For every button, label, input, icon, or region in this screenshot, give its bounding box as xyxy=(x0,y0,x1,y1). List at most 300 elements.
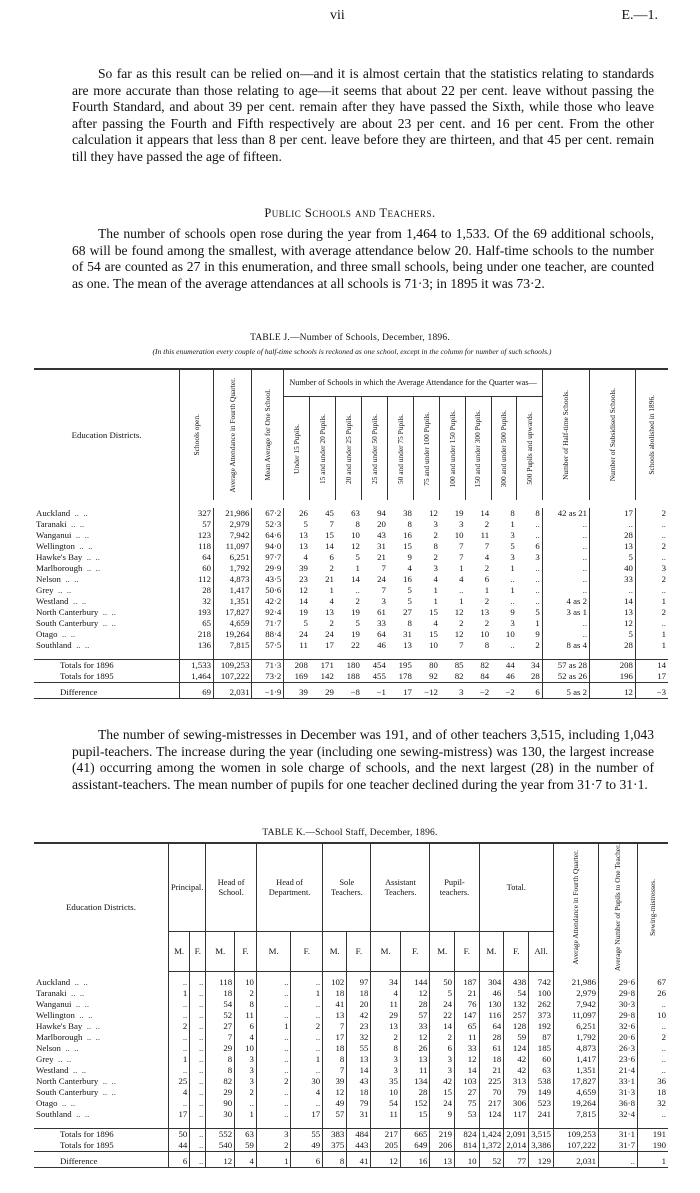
spacer-cell xyxy=(206,1120,235,1128)
table-k-cell: .. xyxy=(190,1087,206,1098)
table-j-cell: 94 xyxy=(377,508,386,518)
table-j-district-name xyxy=(34,519,180,530)
table-k-cell: 23·6 xyxy=(599,1054,638,1065)
table-j-cell: 195 xyxy=(398,659,412,670)
table-j-leader-dots: .. .. xyxy=(98,618,116,628)
spacer-cell xyxy=(169,1120,190,1128)
table-j-district-label: South Canterbury xyxy=(36,618,99,628)
table-k-cell: .. xyxy=(190,1065,206,1076)
table-j-band-label: 50 and under 75 Pupils. xyxy=(395,413,405,484)
table-k-cell: 1 xyxy=(256,1021,291,1032)
table-k-cell: 42 xyxy=(430,1076,455,1087)
table-j-cell: 112 xyxy=(180,574,214,585)
table-j-cell: 3 xyxy=(517,552,543,563)
table-k-cell: 60 xyxy=(529,1054,554,1065)
table-row xyxy=(34,585,668,596)
table-k-cell: .. xyxy=(256,977,291,988)
table-j-cell: .. xyxy=(355,585,360,595)
table-j-cell: 12 xyxy=(351,541,360,551)
table-k-cell: .. xyxy=(256,1054,291,1065)
spacer-cell xyxy=(542,651,589,659)
table-j-cell: 171 xyxy=(320,659,334,670)
table-k-cell: 149 xyxy=(529,1087,554,1098)
table-k-cell: 217 xyxy=(479,1098,504,1109)
table-k-cell: 79 xyxy=(347,1098,371,1109)
table-j-cell: 1 xyxy=(459,563,464,573)
table-k-cell: .. xyxy=(256,1010,291,1021)
table-j-cell: 21 xyxy=(325,574,334,584)
table-j-cell: 6 xyxy=(329,552,334,562)
table-j-cell: .. xyxy=(661,618,666,628)
table-k-cell: 5 xyxy=(430,988,455,999)
table-k-cell: .. xyxy=(235,1098,257,1109)
table-k-cell: 11 xyxy=(235,1010,257,1021)
table-k-district-label: Taranaki xyxy=(36,988,67,999)
table-j-cell: 39 xyxy=(299,687,308,697)
table-j-district-name xyxy=(34,541,180,552)
table-k-cell: .. xyxy=(169,1010,190,1021)
table-k-cell: 4,873 xyxy=(554,1043,599,1054)
table-k-male-header: M. xyxy=(256,932,291,971)
table-j-cell: 8 as 4 xyxy=(542,640,589,651)
table-k-cell: 14 xyxy=(430,1021,455,1032)
table-k-cell: 26·3 xyxy=(599,1043,638,1054)
table-k-cell: 147 xyxy=(454,1010,479,1021)
table-j-cell: 94·0 xyxy=(252,541,284,552)
table-k-cell: 44 xyxy=(169,1140,190,1152)
table-j-cell: 7 xyxy=(381,563,386,573)
table-k-cell: 152 xyxy=(400,1098,430,1109)
table-j-cell: 4,873 xyxy=(214,574,252,585)
table-k-cell: 383 xyxy=(323,1128,347,1140)
table-k-cell: 11 xyxy=(400,1065,430,1076)
table-j-cell: 80 xyxy=(429,659,438,670)
table-k-cell: 70 xyxy=(479,1087,504,1098)
table-j-district-name: Difference xyxy=(34,687,180,699)
table-k-district-name xyxy=(34,1021,169,1032)
table-j-cell: 26 xyxy=(299,508,308,518)
table-j-cell: 20 xyxy=(377,519,386,529)
table-k-cell: 11,097 xyxy=(554,1010,599,1021)
table-k-cell: 42 xyxy=(347,1010,371,1021)
table-j-band-header xyxy=(440,397,466,500)
table-k-cell: 11 xyxy=(454,1032,479,1043)
table-k-cell: 3 xyxy=(235,1065,257,1076)
table-j-cell: 31 xyxy=(403,629,412,639)
table-j-cell: 31 xyxy=(377,541,386,551)
table-j-cell: 71·7 xyxy=(252,618,284,629)
table-j-district-name: Totals for 1895 xyxy=(34,671,180,683)
spacer-cell xyxy=(291,1120,323,1128)
spacer-cell xyxy=(34,651,180,659)
table-k-cell: 10 xyxy=(371,1087,401,1098)
table-j-cell: 2 xyxy=(484,519,490,529)
table-k-cell: 52 xyxy=(479,1156,504,1168)
table-row xyxy=(34,629,668,640)
table-k-cell: 8 xyxy=(323,1054,347,1065)
spacer-cell xyxy=(638,1120,669,1128)
table-k-cell: 649 xyxy=(400,1140,430,1152)
table-j-band-label: 500 Pupils and upwards. xyxy=(524,412,534,485)
table-row xyxy=(34,999,668,1010)
table-j-mean-header: Mean Average for One School. xyxy=(262,389,272,481)
table-k-cell: 109,253 xyxy=(554,1128,599,1140)
table-k-cell: 22 xyxy=(430,1010,455,1021)
table-k-cell: 1,351 xyxy=(554,1065,599,1076)
table-j-cell: 2,031 xyxy=(214,687,252,699)
table-j-cell: 57 xyxy=(180,519,214,530)
table-j-cell: 15 xyxy=(429,629,438,639)
table-k-cell: 46 xyxy=(479,988,504,999)
table-j-cell: 17 xyxy=(325,640,334,650)
table-j-cell: 43·5 xyxy=(252,574,284,585)
table-k-cell: 814 xyxy=(454,1140,479,1152)
table-j-cell: 19,264 xyxy=(214,629,252,640)
table-k-cell: .. xyxy=(661,1043,666,1054)
table-k-cell: 2 xyxy=(256,1076,291,1087)
table-row xyxy=(34,1109,668,1120)
table-k-cell: 18 xyxy=(347,1087,371,1098)
spacer-cell xyxy=(235,1120,257,1128)
table-k-cell: 375 xyxy=(323,1140,347,1152)
table-j-cell: 11 xyxy=(480,530,490,540)
table-j-leader-dots: .. .. xyxy=(66,519,85,529)
table-k-cell: 25 xyxy=(169,1076,190,1087)
table-j-band-header xyxy=(414,397,440,500)
table-j-leader-dots: .. .. xyxy=(71,530,90,540)
table-k-cell: 28 xyxy=(479,1032,504,1043)
table-j-cell: .. xyxy=(542,585,589,596)
table-j-cell: 1 xyxy=(517,618,543,629)
table-j-cell: .. xyxy=(542,530,589,541)
table-k-cell: 64 xyxy=(479,1021,504,1032)
document-code: E.—1. xyxy=(621,8,658,23)
table-k-cell: .. xyxy=(256,1109,291,1120)
table-k-district-name xyxy=(34,988,169,999)
table-k-cell: 134 xyxy=(400,1076,430,1087)
table-k-cell: .. xyxy=(190,988,206,999)
table-k-leader-dots: .. .. xyxy=(70,977,88,988)
table-j-cell: 24 xyxy=(377,574,386,584)
table-k-cell: 39 xyxy=(323,1076,347,1087)
table-row xyxy=(34,552,668,563)
table-k-district-name xyxy=(34,1054,169,1065)
table-k-cell: .. xyxy=(661,999,666,1010)
table-k-male-header: M. xyxy=(371,932,401,971)
table-j-cell: 42 as 21 xyxy=(542,508,589,519)
table-row xyxy=(34,1076,668,1087)
table-j-cell: 69 xyxy=(180,687,214,699)
table-k-cell: 3 xyxy=(235,1076,257,1087)
table-k-avg-header-text: Average Attendance in Fourth Quarter. xyxy=(571,850,580,965)
table-j-district-label: Taranaki xyxy=(36,519,67,529)
table-k-cell: 15 xyxy=(400,1109,430,1120)
table-k-cell: 59 xyxy=(235,1140,257,1152)
table-k-male-header: M. xyxy=(169,932,190,971)
table-j-cell: 7 xyxy=(459,541,464,551)
table-j-cell: 39 xyxy=(299,563,308,573)
table-j-district-name xyxy=(34,585,180,596)
table-k-leader-dots: .. .. xyxy=(53,1054,72,1065)
table-j-avg-header: Average Attendance in Fourth Quarter. xyxy=(227,377,237,493)
spacer-cell xyxy=(440,651,466,659)
table-k-cell: 35 xyxy=(371,1076,401,1087)
table-k-cell: 100 xyxy=(529,988,554,999)
table-k-cell: 26 xyxy=(657,988,666,999)
table-j-band-header xyxy=(310,397,336,500)
table-k-group-header: Assistant Teachers. xyxy=(371,843,430,932)
table-j-caption: TABLE J.—Number of Schools, December, 1896. xyxy=(250,333,450,343)
table-j-cell: 12 xyxy=(454,607,464,617)
table-k-cell: 90 xyxy=(206,1098,235,1109)
page-header xyxy=(0,4,700,26)
table-j-cell: 2 xyxy=(329,563,334,573)
table-k-cell: 36·8 xyxy=(599,1098,638,1109)
table-k-cell: 12 xyxy=(400,988,430,999)
table-j-cell: 24 xyxy=(299,629,308,639)
table-j-cell: 28 xyxy=(590,530,636,541)
table-k-cell: .. xyxy=(190,1043,206,1054)
table-j-district-label: Nelson xyxy=(36,574,61,584)
table-j-cell: 2 xyxy=(484,563,490,573)
table-k-cell: 10 xyxy=(657,1010,666,1021)
table-j-cell: 5 xyxy=(303,618,308,628)
table-row xyxy=(34,596,668,607)
table-k-cell: 49 xyxy=(323,1098,347,1109)
table-k-cell: .. xyxy=(291,999,323,1010)
spacer-cell xyxy=(414,651,440,659)
table-j-cell: 2 xyxy=(355,596,360,606)
table-j-cell: 7 xyxy=(329,519,334,529)
table-k-cell: 53 xyxy=(454,1109,479,1120)
table-j-cell: .. xyxy=(661,530,666,540)
table-j-cell: 2 xyxy=(433,552,438,562)
page-number: vii xyxy=(330,8,345,23)
table-j-cell: 1,464 xyxy=(180,671,214,683)
table-k-cell: 2 xyxy=(235,988,257,999)
table-j-cell: 2 xyxy=(433,530,438,540)
table-j-band-label: 15 and under 20 Pupils. xyxy=(317,413,327,484)
table-j-cell: 8 xyxy=(510,508,515,518)
table-k-district-label: Westland xyxy=(36,1065,69,1076)
table-j-cell: 196 xyxy=(590,671,636,683)
table-k-cell: 23 xyxy=(347,1021,371,1032)
table-k-cell: 438 xyxy=(504,977,529,988)
table-j-cell: 23 xyxy=(299,574,308,584)
table-j-cell: 28 xyxy=(590,640,636,651)
table-k-cell: .. xyxy=(190,1032,206,1043)
table-k-cell: 76 xyxy=(454,999,479,1010)
table-k-cell: 6,251 xyxy=(554,1021,599,1032)
table-j-cell: 21,986 xyxy=(214,508,252,519)
table-k-cell: 13 xyxy=(347,1054,371,1065)
table-j-leader-dots: .. .. xyxy=(68,596,87,606)
table-j-cell: 4 xyxy=(433,618,438,628)
table-k-cell: 29 xyxy=(371,1010,401,1021)
spacer-cell xyxy=(454,1120,479,1128)
table-k-group-header: Total. xyxy=(479,843,553,932)
table-k-cell: 61 xyxy=(479,1043,504,1054)
table-k-district-name xyxy=(34,1087,169,1098)
table-j-cell: 32 xyxy=(180,596,214,607)
table-j-cell: 9 xyxy=(407,552,412,562)
table-k-cell: 34 xyxy=(371,977,401,988)
table-k-ratio-header xyxy=(599,843,638,971)
table-j-cell: 3 xyxy=(381,596,386,606)
table-j-cell: 5 xyxy=(407,585,412,595)
table-j-cell: 61 xyxy=(377,607,386,617)
table-k-cell: 18 xyxy=(206,988,235,999)
table-j-cell: 178 xyxy=(398,670,412,681)
table-j-cell: 1 xyxy=(661,596,666,606)
table-j-cell: .. xyxy=(590,585,636,596)
table-k-cell: 205 xyxy=(371,1140,401,1152)
table-k-district-name xyxy=(34,1065,169,1076)
table-k-cell: 32 xyxy=(657,1098,666,1109)
table-j-cell: 10 xyxy=(454,530,464,540)
table-j-cell: 13 xyxy=(480,607,490,617)
table-k-cell: .. xyxy=(190,977,206,988)
table-j-cell: .. xyxy=(542,629,589,640)
table-k-cell: .. xyxy=(169,1043,190,1054)
table-k-cell: 8 xyxy=(323,1156,347,1168)
table-j-cell: 5 xyxy=(517,607,543,618)
table-k-cell: 33 xyxy=(400,1021,430,1032)
table-k-female-header: F. xyxy=(400,932,430,971)
table-j-cell: 13 xyxy=(590,607,636,618)
table-j-cell: .. xyxy=(661,552,666,562)
table-k-cell: 4 xyxy=(235,1156,257,1168)
table-j-cell: 14 xyxy=(657,659,666,670)
table-k-cell: .. xyxy=(190,1076,206,1087)
table-k-cell: 8 xyxy=(206,1054,235,1065)
table-k-cell: 187 xyxy=(454,977,479,988)
table-j-cell: .. xyxy=(510,596,515,606)
table-k-cell: 262 xyxy=(529,999,554,1010)
table-k-cell: 1 xyxy=(291,1054,323,1065)
table-k-cell: 33 xyxy=(454,1043,479,1054)
table-k-district-label: Wellington xyxy=(36,1010,75,1021)
table-j-cell: 3 xyxy=(510,618,515,628)
table-k-leader-dots: .. .. xyxy=(60,1043,79,1054)
table-k-cell: 55 xyxy=(347,1043,371,1054)
table-k-cell: 4 xyxy=(291,1087,323,1098)
table-k-cell: 21 xyxy=(454,988,479,999)
table-j-cell: 1 xyxy=(459,596,464,606)
table-j-cell: 4 xyxy=(303,552,308,562)
table-j-cell: 142 xyxy=(320,670,334,681)
table-j-cell: 5 xyxy=(510,541,515,551)
table-k-cell: .. xyxy=(169,1065,190,1076)
table-j-cell: 12 xyxy=(454,629,464,639)
table-j-band-header xyxy=(284,397,310,500)
table-k-cell: 30 xyxy=(291,1076,323,1087)
table-k-male-header: M. xyxy=(206,932,235,971)
table-k-cell: 3,386 xyxy=(529,1140,554,1152)
difference-row xyxy=(34,687,668,699)
table-j-cell: 50·6 xyxy=(252,585,284,596)
table-k-cell: .. xyxy=(190,1140,206,1152)
table-k-cell: 27 xyxy=(206,1021,235,1032)
table-k-district-label: Hawke's Bay xyxy=(36,1021,83,1032)
table-j-cell: .. xyxy=(517,574,543,585)
table-j-cell: 3 xyxy=(510,552,515,562)
table-k-cell: 49 xyxy=(291,1140,323,1152)
table-j-district-label: Hawke's Bay xyxy=(36,552,83,562)
table-k-cell: 217 xyxy=(371,1128,401,1140)
table-k-cell: 116 xyxy=(479,1010,504,1021)
table-j-cell: 188 xyxy=(346,670,360,681)
table-k-avg-header xyxy=(554,843,599,971)
table-j-district-name xyxy=(34,574,180,585)
spacer-cell xyxy=(517,651,543,659)
table-j-district-label: Marlborough xyxy=(36,563,83,573)
table-j-cell: 2 xyxy=(484,618,490,628)
table-j-cell: 6 xyxy=(517,687,543,699)
table-j-cell: 15 xyxy=(325,530,334,540)
table-k-cell: .. xyxy=(599,1156,638,1168)
table-j-district-name xyxy=(34,508,180,519)
table-k-cell: 31·3 xyxy=(599,1087,638,1098)
table-j-band-label: 300 and under 500 Pupils. xyxy=(498,409,508,488)
table-j-cell: .. xyxy=(517,530,543,541)
table-k-cell: 26 xyxy=(400,1043,430,1054)
table-j-cell: 4 xyxy=(459,574,464,584)
table-k-leader-dots: .. .. xyxy=(57,1098,76,1109)
table-j-cell: .. xyxy=(590,519,636,530)
table-k-cell: 32·4 xyxy=(599,1109,638,1120)
table-k-district-label: North Canterbury xyxy=(36,1076,99,1087)
table-j-cell: 4,659 xyxy=(214,618,252,629)
table-j-cell: 42·2 xyxy=(252,596,284,607)
table-j-cell: 34 xyxy=(517,659,543,671)
table-k-cell: .. xyxy=(190,1109,206,1120)
table-j-cell: 9 xyxy=(510,607,515,617)
table-j-cell: 4 as 2 xyxy=(542,596,589,607)
table-k-cell: 31·1 xyxy=(599,1128,638,1140)
table-j-leader-dots: .. .. xyxy=(53,585,72,595)
table-k-cell: .. xyxy=(256,1032,291,1043)
table-j-district-label: Grey xyxy=(36,585,54,595)
table-k-cell: 41 xyxy=(347,1156,371,1168)
table-k-ratio-header-text: Average Number of Pupils to One Teacher. xyxy=(613,844,622,972)
table-j-cell: 43 xyxy=(377,530,386,540)
table-j-cell: 13 xyxy=(325,607,334,617)
table-k-sewing-header xyxy=(638,843,669,971)
table-j-cell: 40 xyxy=(590,563,636,574)
table-k-female-header: F. xyxy=(190,932,206,971)
table-k-cell: 306 xyxy=(504,1098,529,1109)
table-k-cell: 130 xyxy=(479,999,504,1010)
table-j-cell: 2,979 xyxy=(214,519,252,530)
table-k-cell: 6 xyxy=(430,1043,455,1054)
table-k-cell: 36 xyxy=(657,1076,666,1087)
table-j-cell: 218 xyxy=(180,629,214,640)
table-row xyxy=(34,1010,668,1021)
table-j-cell: 22 xyxy=(351,640,360,650)
table-j-cell: 6 xyxy=(517,541,543,552)
table-k-leader-dots: .. .. xyxy=(74,1010,93,1021)
table-j-cell: 180 xyxy=(346,659,360,670)
table-j-cell: 1,351 xyxy=(214,596,252,607)
table-k-cell: 2 xyxy=(661,1032,666,1043)
table-k-cell: .. xyxy=(291,1065,323,1076)
table-j-cell: 208 xyxy=(294,659,308,670)
table-j-cell: 2 xyxy=(484,596,490,606)
table-j-leader-dots: .. .. xyxy=(70,508,88,518)
table-k-cell: 1,792 xyxy=(554,1032,599,1043)
table-j-cell: 8 xyxy=(407,519,412,529)
